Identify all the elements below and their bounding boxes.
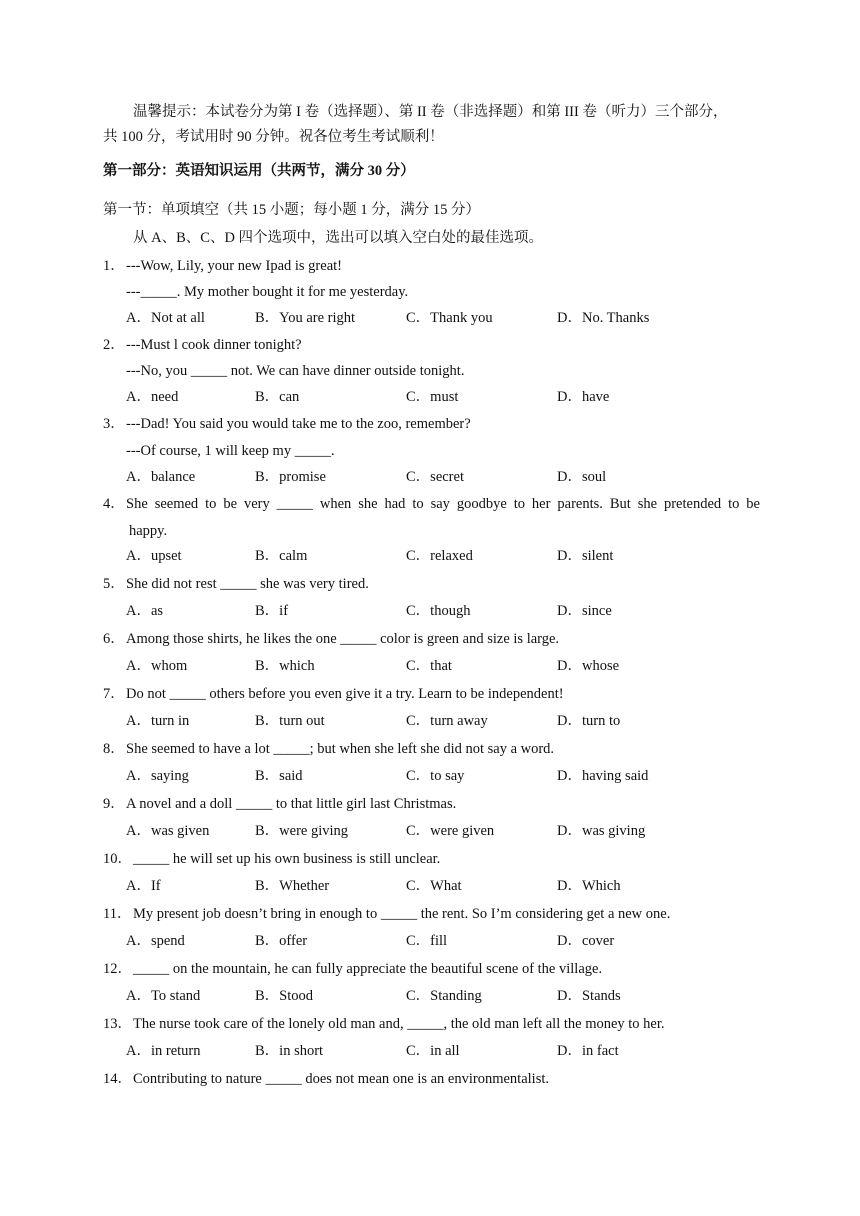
answer-option: B．were giving <box>255 823 349 839</box>
answer-option: B．in short <box>255 1043 324 1059</box>
answer-option: B．Whether <box>255 878 330 894</box>
answer-option: B．offer <box>255 933 308 949</box>
answer-option: D．have <box>557 389 610 405</box>
answer-option: D．in fact <box>557 1043 619 1059</box>
intro-line-1: 温馨提示：本试卷分为第 I 卷（选择题）、第 II 卷（非选择题）和第 III 卷（听力）三个部分， <box>133 104 728 120</box>
question-number: 13． <box>103 1016 132 1032</box>
answer-option: C．were given <box>406 823 495 839</box>
question-number: 12． <box>103 961 132 977</box>
question-text: ---Dad! You said you would take me to the zoo, remember? <box>126 416 471 432</box>
question-text: happy. <box>129 523 168 539</box>
answer-option: A．To stand <box>126 988 201 1004</box>
answer-option: C．What <box>406 878 462 894</box>
part1-title: 第一部分：英语知识运用（共两节，满分 30 分） <box>103 163 415 179</box>
answer-option: D．was giving <box>557 823 646 839</box>
question-text: Contributing to nature _____ does not mean one is an environmentalist. <box>133 1071 549 1087</box>
answer-option: C．turn away <box>406 713 488 729</box>
question-number: 7． <box>103 686 125 702</box>
answer-option: B．calm <box>255 548 308 564</box>
answer-option: B．promise <box>255 469 326 485</box>
answer-option: A．need <box>126 389 179 405</box>
question-text: ---Must l cook dinner tonight? <box>126 337 302 353</box>
question-text: She seemed to have a lot _____; but when she left she did not say a word. <box>126 741 555 757</box>
answer-option: B．You are right <box>255 310 356 326</box>
answer-option: D．whose <box>557 658 620 674</box>
question-text: The nurse took care of the lonely old man and, _____, the old man left all the money to her. <box>133 1016 665 1032</box>
answer-option: B．if <box>255 603 289 619</box>
answer-option: A．If <box>126 878 161 894</box>
question-text: _____ on the mountain, he can fully appreciate the beautiful scene of the village. <box>133 961 603 977</box>
answer-option: D．since <box>557 603 612 619</box>
answer-option: D．cover <box>557 933 615 949</box>
answer-option: C．fill <box>406 933 448 949</box>
question-number: 4． <box>103 496 125 512</box>
question-number: 5． <box>103 576 125 592</box>
answer-option: A．Not at all <box>126 310 205 326</box>
question-text: ---Wow, Lily, your new Ipad is great! <box>126 258 342 274</box>
question-text: ---_____. My mother bought it for me yesterday. <box>126 284 409 300</box>
answer-option: D．Which <box>557 878 621 894</box>
answer-option: B．Stood <box>255 988 314 1004</box>
question-text: A novel and a doll _____ to that little girl last Christmas. <box>126 796 457 812</box>
answer-option: C．Thank you <box>406 310 493 326</box>
answer-option: D．silent <box>557 548 614 564</box>
answer-option: A．whom <box>126 658 188 674</box>
answer-option: A．as <box>126 603 164 619</box>
answer-option: C．that <box>406 658 452 674</box>
answer-option: B．which <box>255 658 315 674</box>
answer-option: C．Standing <box>406 988 482 1004</box>
answer-option: C．to say <box>406 768 465 784</box>
question-text: Among those shirts, he likes the one _____ color is green and size is large. <box>126 631 560 647</box>
question-number: 6． <box>103 631 125 647</box>
answer-option: A．in return <box>126 1043 201 1059</box>
answer-option: B．can <box>255 389 300 405</box>
answer-option: D．having said <box>557 768 649 784</box>
answer-option: D．Stands <box>557 988 621 1004</box>
answer-option: A．spend <box>126 933 185 949</box>
answer-option: B．said <box>255 768 303 784</box>
question-text: My present job doesn’t bring in enough to _____ the rent. So I’m considering get a new one. <box>133 906 671 922</box>
question-number: 9． <box>103 796 125 812</box>
question-number: 1． <box>103 258 125 274</box>
question-number: 3． <box>103 416 125 432</box>
answer-option: D．No. Thanks <box>557 310 650 326</box>
answer-option: A．was given <box>126 823 210 839</box>
answer-option: C．secret <box>406 469 464 485</box>
question-number: 2． <box>103 337 125 353</box>
section1-title: 第一节：单项填空（共 15 小题；每小题 1 分，满分 15 分） <box>103 202 480 218</box>
question-number: 10． <box>103 851 132 867</box>
answer-option: C．in all <box>406 1043 460 1059</box>
answer-option: C．relaxed <box>406 548 473 564</box>
question-text: ---No, you _____ not. We can have dinner outside tonight. <box>126 363 465 379</box>
question-text: She seemed to be very _____ when she had to say goodbye to her parents. But she pretended to be <box>126 496 760 512</box>
answer-option: A．turn in <box>126 713 190 729</box>
answer-option: A．upset <box>126 548 182 564</box>
instruction: 从 A、B、C、D 四个选项中，选出可以填入空白处的最佳选项。 <box>133 230 544 246</box>
question-number: 11． <box>103 906 132 922</box>
answer-option: A．saying <box>126 768 189 784</box>
question-number: 14． <box>103 1071 132 1087</box>
question-text: _____ he will set up his own business is still unclear. <box>133 851 441 867</box>
question-text: She did not rest _____ she was very tired. <box>126 576 369 592</box>
intro-line-2: 共 100 分，考试用时 90 分钟。祝各位考生考试顺利！ <box>103 129 444 145</box>
answer-option: C．must <box>406 389 459 405</box>
question-number: 8． <box>103 741 125 757</box>
answer-option: D．turn to <box>557 713 621 729</box>
answer-option: B．turn out <box>255 713 325 729</box>
question-text: ---Of course, 1 will keep my _____. <box>126 443 335 459</box>
answer-option: D．soul <box>557 469 607 485</box>
answer-option: A．balance <box>126 469 196 485</box>
answer-option: C．though <box>406 603 471 619</box>
question-text: Do not _____ others before you even give it a try. Learn to be independent! <box>126 686 564 702</box>
